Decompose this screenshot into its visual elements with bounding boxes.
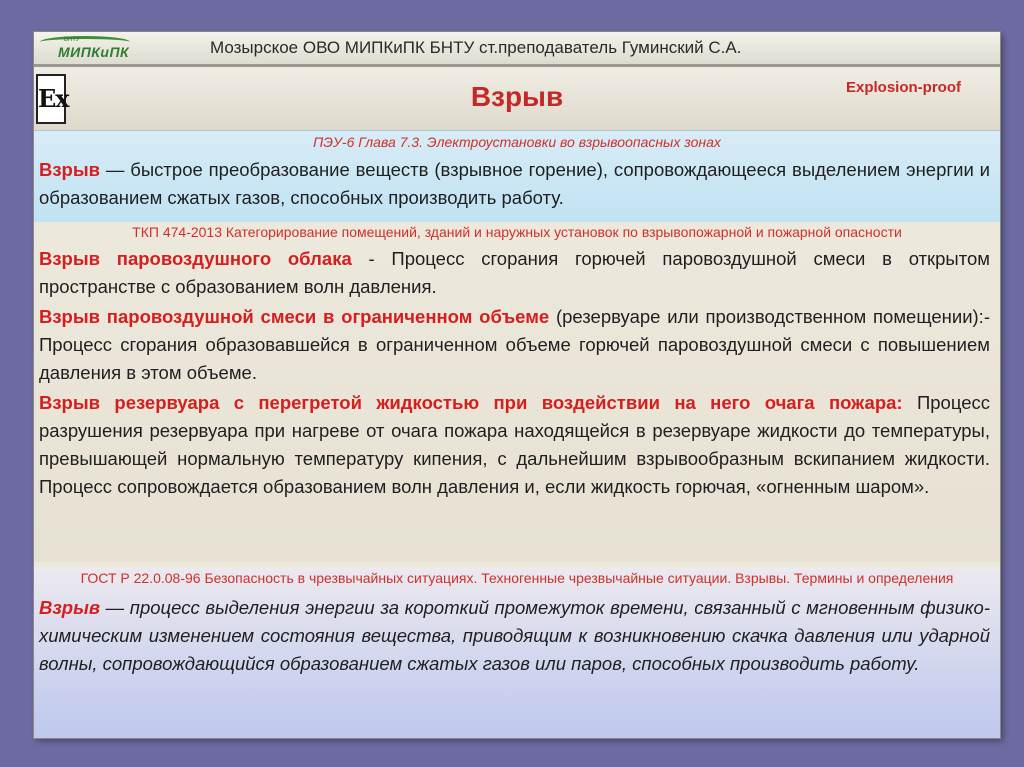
slide bbox=[34, 32, 1000, 738]
definition-term: Взрыв паровоздушной смеси в ограниченном объеме bbox=[39, 306, 550, 327]
title-bar bbox=[34, 67, 1000, 130]
definition-text bbox=[34, 152, 1000, 212]
definition-item bbox=[39, 303, 990, 387]
slide-title-english: Explosion-proof bbox=[846, 79, 961, 96]
definition-body: — процесс выделения энергии за короткий промежуток времени, связанный с мгновенным физико-химическим изменением состояния вещества, приводящим к возникновению скачка давления или ударной волны, сопровождающийся образованием сжатых газов или паров, способных производить работу. bbox=[39, 597, 990, 674]
ex-mark-icon: Ex bbox=[36, 74, 66, 124]
section-gost bbox=[34, 568, 1000, 738]
section-source: ПЭУ-6 Глава 7.3. Электроустановки во взрывоопасных зонах bbox=[313, 134, 721, 150]
logo-subtext: БНТУ bbox=[64, 37, 80, 43]
section-pue bbox=[34, 130, 1000, 224]
definition-text bbox=[34, 588, 1000, 678]
definition-body: - Процесс сгорания горючей паровоздушной смеси в открытом пространстве с образованием волн давления. bbox=[39, 248, 990, 297]
definition-term: Взрыв bbox=[39, 159, 101, 180]
definition-list bbox=[34, 242, 1000, 501]
mipkipk-logo bbox=[38, 35, 142, 59]
definition-item bbox=[39, 245, 990, 301]
section-source: ТКП 474-2013 Категорирование помещений, зданий и наружных установок по взрывопожарной и пожарной опасности bbox=[132, 224, 902, 240]
definition-term: Взрыв паровоздушного облака bbox=[39, 248, 352, 269]
definition-body: (резервуаре или производственном помещении):-Процесс сгорания образовавшейся в ограниченном объеме горючей паровоздушной смеси с повышением давления в этом объеме. bbox=[39, 306, 990, 383]
definition-body: Процесс разрушения резервуара при нагреве от очага пожара находящейся в резервуаре жидкости до температуры, превышающей нормальную температуру кипения, с дальнейшим взрывообразным вскипанием жидкости. Процесс сопровождается образованием волн давления и, если жидкость горючая, «огненным шаром». bbox=[39, 392, 990, 497]
definition-item bbox=[39, 389, 990, 501]
slide-header-bar bbox=[34, 32, 1000, 67]
section-source: ГОСТ Р 22.0.08-96 Безопасность в чрезвычайных ситуациях. Техногенные чрезвычайные ситуации. Взрывы. Термины и определения bbox=[80, 570, 954, 586]
logo-text: МИПКиПК bbox=[58, 44, 130, 60]
definition-term: Взрыв bbox=[39, 597, 101, 618]
definition-body: — быстрое преобразование веществ (взрывное горение), сопровождающееся выделением энергии и образованием сжатых газов, способных производить работу. bbox=[39, 159, 990, 208]
slide-title: Взрыв bbox=[470, 81, 564, 112]
section-tkp bbox=[34, 222, 1000, 562]
header-author-text: Мозырское ОВО МИПКиПК БНТУ ст.преподаватель Гуминский С.А. bbox=[210, 38, 742, 57]
definition-term: Взрыв резервуара с перегретой жидкостью при воздействии на него очага пожара: bbox=[39, 392, 903, 413]
